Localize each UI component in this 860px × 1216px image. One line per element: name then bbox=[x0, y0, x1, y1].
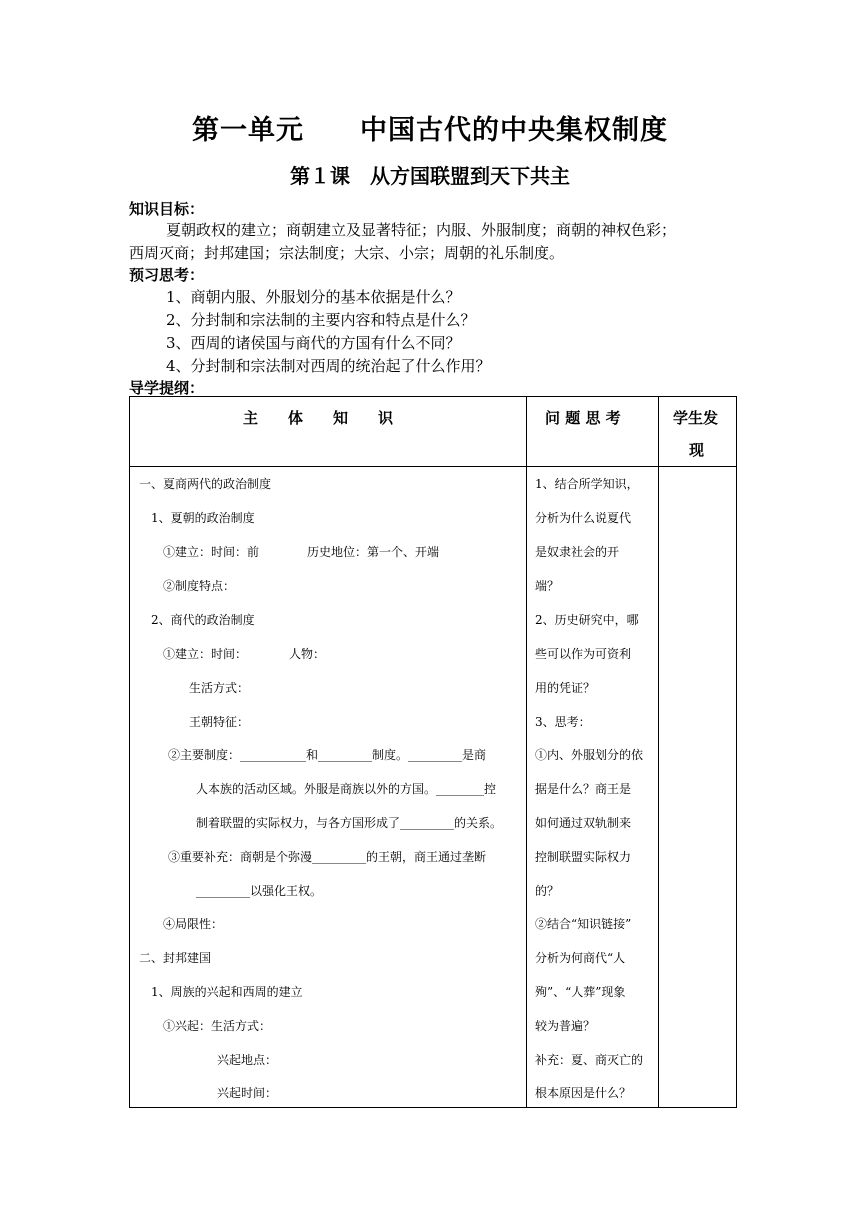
main-line: ③重要补充：商朝是个弥漫_________的王朝，商王通过垄断 bbox=[168, 850, 487, 864]
main-line: 兴起地点： bbox=[217, 1053, 278, 1067]
question-line: 如何通过双轨制来 bbox=[535, 816, 632, 830]
knowledge-line-1: 夏朝政权的建立；商朝建立及显著特征；内服、外服制度；商朝的神权色彩； bbox=[166, 221, 677, 239]
main-line: 王朝特征： bbox=[189, 715, 250, 729]
question-line: 用的凭证？ bbox=[535, 681, 596, 695]
main-line: ①建立：时间：前 历史地位：第一个、开端 bbox=[163, 545, 440, 559]
question-line: 殉”、“人葬”现象 bbox=[535, 985, 626, 999]
question-line: 是奴隶社会的开 bbox=[535, 545, 620, 559]
question-line: 控制联盟实际权力 bbox=[535, 850, 632, 864]
main-line: 1、夏朝的政治制度 bbox=[151, 511, 255, 525]
preview-item: 1、商朝内服、外服划分的基本依据是什么？ bbox=[166, 288, 461, 306]
question-line: ②结合“知识链接” bbox=[535, 917, 632, 931]
main-line: 人本族的活动区域。外服是商族以外的方国。________控 bbox=[196, 782, 497, 796]
question-line: 1、结合所学知识， bbox=[535, 477, 639, 491]
lesson-title: 第１课 从方国联盟到天下共主 bbox=[290, 164, 570, 188]
main-line: ②主要制度：___________和_________制度。_________是商 bbox=[168, 748, 487, 762]
main-line: ①建立：时间： 人物： bbox=[163, 647, 326, 661]
question-line: 3、思考： bbox=[535, 715, 591, 729]
knowledge-line-2: 西周灭商；封邦建国；宗法制度；大宗、小宗；周朝的礼乐制度。 bbox=[129, 244, 565, 262]
outline-heading: 导学提纲： bbox=[129, 379, 205, 397]
main-line: 1、周族的兴起和西周的建立 bbox=[151, 985, 303, 999]
question-line: 根本原因是什么？ bbox=[535, 1086, 632, 1100]
preview-item: 2、分封制和宗法制的主要内容和特点是什么？ bbox=[166, 311, 476, 329]
main-line: 一、夏商两代的政治制度 bbox=[139, 477, 272, 491]
header-main-knowledge: 主 体 知 识 bbox=[243, 409, 394, 427]
main-line: 二、封邦建国 bbox=[139, 951, 212, 965]
header-divider bbox=[130, 466, 736, 467]
column-divider bbox=[526, 397, 527, 1107]
main-line: 制着联盟的实际权力，与各方国形成了_________的关系。 bbox=[196, 816, 503, 830]
page-title: 第一单元 中国古代的中央集权制度 bbox=[192, 115, 668, 146]
header-student-finding: 学生发 bbox=[673, 409, 719, 427]
question-line: 分析为什么说夏代 bbox=[535, 511, 632, 525]
question-line: 分析为何商代“人 bbox=[535, 951, 626, 965]
main-line: 2、商代的政治制度 bbox=[151, 613, 255, 627]
question-line: 较为普遍？ bbox=[535, 1019, 596, 1033]
preview-item: 4、分封制和宗法制对西周的统治起了什么作用？ bbox=[166, 357, 491, 375]
header-question: 问 题 思 考 bbox=[545, 409, 621, 427]
main-line: _________以强化王权。 bbox=[196, 884, 323, 898]
question-line: 些可以作为可资利 bbox=[535, 647, 632, 661]
question-line: ①内、外服划分的依 bbox=[535, 748, 644, 762]
question-line: 据是什么？商王是 bbox=[535, 782, 632, 796]
question-line: 2、历史研究中，哪 bbox=[535, 613, 639, 627]
main-line: ②制度特点： bbox=[163, 579, 236, 593]
main-line: ④局限性： bbox=[163, 917, 224, 931]
header-student-finding-2: 现 bbox=[689, 441, 705, 459]
main-line: 兴起时间： bbox=[217, 1086, 278, 1100]
question-line: 端？ bbox=[535, 579, 560, 593]
main-line: ①兴起：生活方式： bbox=[163, 1019, 272, 1033]
question-line: 补充：夏、商灭亡的 bbox=[535, 1053, 644, 1067]
question-line: 的？ bbox=[535, 884, 560, 898]
knowledge-heading: 知识目标： bbox=[129, 200, 205, 218]
preview-item: 3、西周的诸侯国与商代的方国有什么不同？ bbox=[166, 334, 461, 352]
column-divider bbox=[658, 397, 659, 1107]
preview-heading: 预习思考： bbox=[129, 266, 205, 284]
main-line: 生活方式： bbox=[189, 681, 250, 695]
